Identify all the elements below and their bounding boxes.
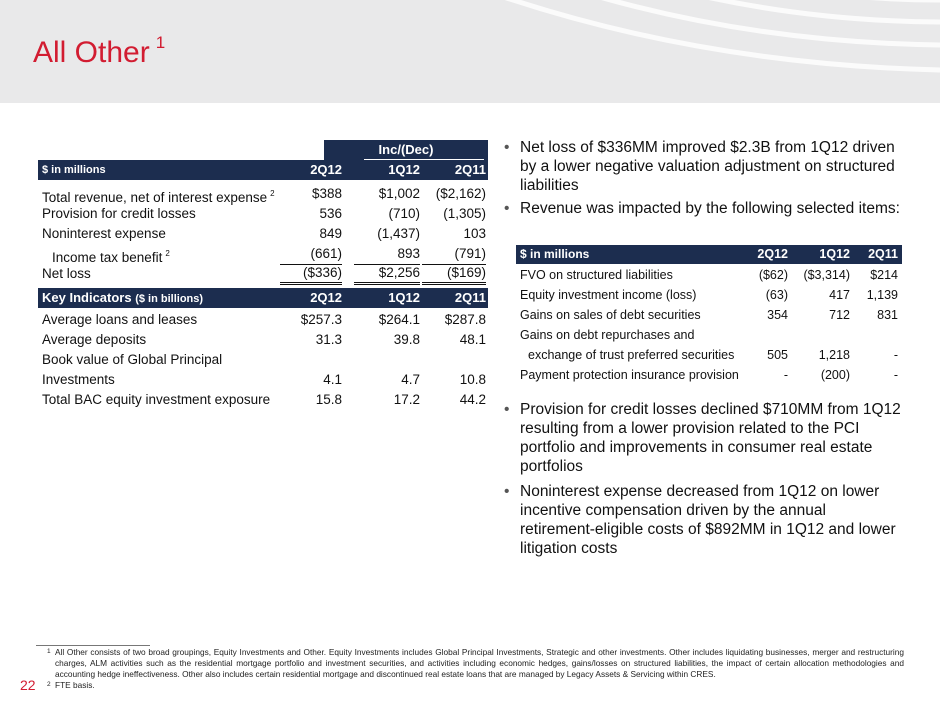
key-indicators-table bbox=[38, 288, 488, 410]
table-row bbox=[516, 325, 902, 345]
bullet-list-bottom bbox=[504, 400, 904, 562]
footnote-divider bbox=[36, 645, 150, 646]
row-label: Book value of Global Principal bbox=[42, 352, 223, 367]
cell-2q11: 1,139 bbox=[866, 288, 898, 302]
column-header: 2Q12 bbox=[757, 247, 788, 261]
row-label: Total BAC equity investment exposure bbox=[42, 392, 271, 407]
unit-label: $ in millions bbox=[42, 164, 106, 176]
table-header-row bbox=[516, 245, 902, 264]
table-row bbox=[38, 390, 488, 410]
table-header-row bbox=[38, 160, 488, 180]
table-row bbox=[38, 204, 488, 224]
inc-dec-label: Inc/(Dec) bbox=[324, 140, 488, 160]
cell-1q12: 1,218 bbox=[818, 348, 850, 362]
cell-2q11: - bbox=[893, 368, 898, 382]
table-row bbox=[38, 184, 488, 204]
cell-1q12: $264.1 bbox=[378, 312, 420, 327]
cell-2q12: 354 bbox=[767, 308, 788, 322]
header-band bbox=[0, 0, 940, 103]
bullet-list-top bbox=[504, 138, 904, 222]
bullet-dot-icon: • bbox=[504, 139, 510, 156]
row-label: Equity investment income (loss) bbox=[520, 288, 697, 302]
cell-2q11: 10.8 bbox=[459, 372, 486, 387]
cell-2q11: (1,305) bbox=[443, 206, 486, 221]
table-row bbox=[516, 305, 902, 325]
financial-summary-table bbox=[38, 140, 488, 284]
unit-label: $ in millions bbox=[520, 247, 590, 261]
cell-1q12: 893 bbox=[354, 244, 420, 265]
cell-2q11: (791) bbox=[422, 244, 486, 265]
cell-1q12: (1,437) bbox=[377, 226, 420, 241]
row-label: Average loans and leases bbox=[42, 312, 198, 327]
cell-2q12: 15.8 bbox=[315, 392, 342, 407]
cell-2q12: 849 bbox=[319, 226, 342, 241]
column-header: 1Q12 bbox=[388, 290, 420, 305]
bullet-dot-icon: • bbox=[504, 483, 510, 500]
cell-2q12: (63) bbox=[765, 288, 788, 302]
bullet-item: • Noninterest expense decreased from 1Q12 on lower incentive compensation driven by the annual retirement-eligible costs of $892MM in 1Q12 and lower litigation costs bbox=[504, 483, 896, 557]
bullet-item: • Revenue was impacted by the following selected items: bbox=[504, 200, 900, 217]
title-footnote-marker: 1 bbox=[155, 33, 166, 52]
table-row bbox=[516, 345, 902, 365]
footnote-item: 2 FTE basis. bbox=[47, 680, 95, 690]
cell-2q12: 4.1 bbox=[323, 372, 342, 387]
table-row-total bbox=[38, 264, 488, 284]
table-row bbox=[38, 350, 488, 370]
cell-2q12: 505 bbox=[767, 348, 788, 362]
page-number: 22 bbox=[20, 677, 36, 693]
row-label: Net loss bbox=[42, 266, 91, 281]
cell-2q11: 831 bbox=[877, 308, 898, 322]
table-row bbox=[516, 365, 902, 385]
table-row bbox=[38, 370, 488, 390]
cell-1q12: $2,256 bbox=[354, 264, 420, 285]
column-header: 2Q12 bbox=[310, 290, 342, 305]
row-label: Payment protection insurance provision bbox=[520, 368, 739, 382]
table-row bbox=[38, 310, 488, 330]
cell-1q12: 712 bbox=[829, 308, 850, 322]
cell-1q12: 17.2 bbox=[393, 392, 420, 407]
table-row bbox=[516, 285, 902, 305]
column-header: 1Q12 bbox=[388, 162, 420, 177]
cell-2q11: $214 bbox=[870, 268, 898, 282]
bullet-item: • Net loss of $336MM improved $2.3B from 1Q12 driven by a lower negative valuation adjustment on structured liabilities bbox=[504, 139, 895, 194]
page-title: All Other $^1$ bbox=[33, 33, 166, 69]
cell-1q12: (710) bbox=[388, 206, 420, 221]
cell-1q12: 417 bbox=[829, 288, 850, 302]
row-label: Average deposits bbox=[42, 332, 147, 347]
row-label: Gains on debt repurchases and bbox=[520, 328, 695, 342]
cell-1q12: $1,002 bbox=[378, 186, 420, 201]
cell-2q11: 48.1 bbox=[459, 332, 486, 347]
column-header: 2Q11 bbox=[454, 290, 486, 305]
cell-1q12: ($3,314) bbox=[803, 268, 850, 282]
cell-2q11: ($2,162) bbox=[435, 186, 486, 201]
cell-2q12: ($62) bbox=[758, 268, 788, 282]
footnote-marker: 2 bbox=[165, 249, 170, 258]
cell-2q12: - bbox=[783, 368, 788, 382]
cell-2q12: 536 bbox=[319, 206, 342, 221]
inc-dec-header bbox=[38, 140, 488, 160]
column-header: 2Q11 bbox=[454, 162, 486, 177]
row-label: exchange of trust preferred securities bbox=[528, 348, 735, 362]
cell-2q12: $257.3 bbox=[300, 312, 342, 327]
cell-2q12: ($336) bbox=[280, 264, 342, 285]
bullet-dot-icon: • bbox=[504, 200, 510, 217]
key-indicators-unit: ($ in billions) bbox=[135, 293, 204, 305]
table-row bbox=[38, 224, 488, 244]
cell-1q12: (200) bbox=[820, 368, 850, 382]
cell-2q11: ($169) bbox=[422, 264, 486, 285]
footnotes bbox=[47, 647, 904, 691]
table-row bbox=[38, 244, 488, 264]
key-indicators-title: Key Indicators bbox=[42, 290, 132, 305]
footnote-marker: 2 bbox=[270, 189, 275, 198]
cell-1q12: 39.8 bbox=[393, 332, 420, 347]
cell-1q12: 4.7 bbox=[401, 372, 420, 387]
table-row bbox=[516, 265, 902, 285]
row-label: Income tax benefit bbox=[52, 250, 163, 265]
row-label: Investments bbox=[42, 372, 115, 387]
cell-2q12: $388 bbox=[311, 186, 342, 201]
row-label: Provision for credit losses bbox=[42, 206, 196, 221]
row-label: Total revenue, net of interest expense bbox=[42, 190, 268, 205]
cell-2q11: 44.2 bbox=[459, 392, 486, 407]
cell-2q11: - bbox=[893, 348, 898, 362]
cell-2q12: (661) bbox=[280, 244, 342, 265]
cell-2q12: 31.3 bbox=[315, 332, 342, 347]
bullet-item: • Provision for credit losses declined $710MM from 1Q12 resulting from a lower provision related to the PCI portfolio and improvements in consumer real estate portfolios bbox=[504, 401, 901, 475]
column-header: 2Q11 bbox=[868, 247, 898, 261]
cell-2q11: 103 bbox=[463, 226, 486, 241]
table-row bbox=[38, 330, 488, 350]
cell-2q11: $287.8 bbox=[444, 312, 486, 327]
row-label: Noninterest expense bbox=[42, 226, 166, 241]
row-label: Gains on sales of debt securities bbox=[520, 308, 701, 322]
row-label: FVO on structured liabilities bbox=[520, 268, 673, 282]
bullet-dot-icon: • bbox=[504, 401, 510, 418]
selected-items-table bbox=[516, 245, 902, 385]
column-header: 1Q12 bbox=[819, 247, 850, 261]
table-header-row bbox=[38, 288, 488, 308]
footnote-item: 1 All Other consists of two broad groupings, Equity Investments and Other. Equity Investments includes Global Principal Investments, Strategic and other investments. Other includes liquidating businesses, merger and restructuring charges, ALM activities such as the residential mortgage portfolio and investment securities, and activities including economic hedges, gains/losses on structured liabilities, the impact of certain allocation methodologies and accounting hedge ineffectiveness. Other also includes certain residential mortgage and discontinued real estate loans that are managed by Legacy Assets & Servicing within CRES. bbox=[47, 647, 904, 679]
column-header: 2Q12 bbox=[310, 162, 342, 177]
